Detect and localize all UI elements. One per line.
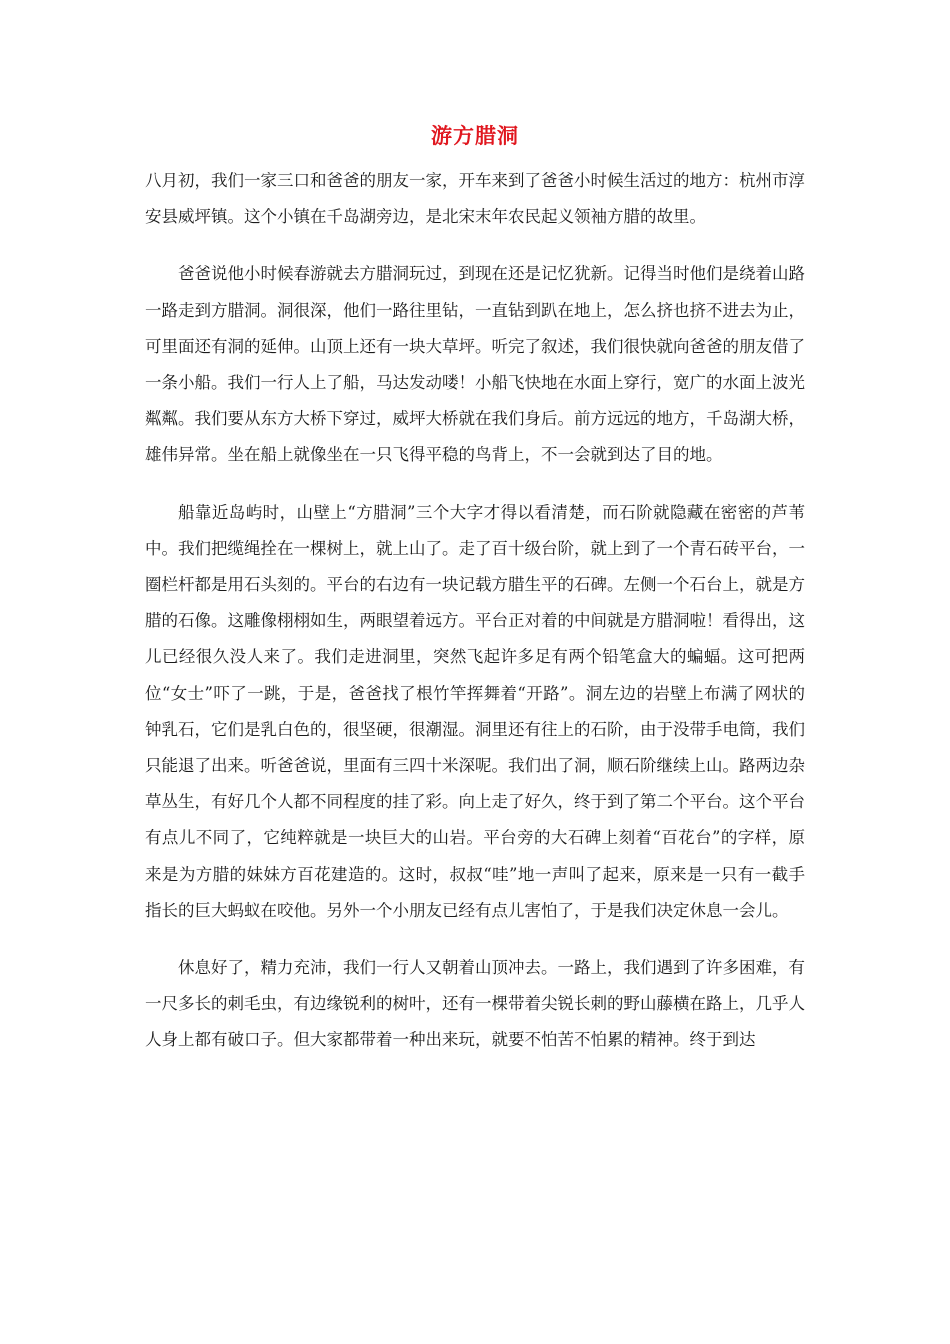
document-title: 游方腊洞 [431,123,519,148]
paragraph-1: 八月初，我们一家三口和爸爸的朋友一家，开车来到了爸爸小时候生活过的地方：杭州市淳安县威坪镇。这个小镇在千岛湖旁边，是北宋末年农民起义领袖方腊的故里。 [145,171,805,227]
paragraph-4: 休息好了，精力充沛，我们一行人又朝着山顶冲去。一路上，我们遇到了许多困难，有一尺多长的刺毛虫，有边缘锐利的树叶，还有一棵带着尖锐长刺的野山藤横在路上，几乎人人身上都有破口子。但大家都带着一种出来玩，就要不怕苦不怕累的精神。终于到达 [145,958,805,1050]
paragraph-2: 爸爸说他小时候春游就去方腊洞玩过，到现在还是记忆犹新。记得当时他们是绕着山路一路走到方腊洞。洞很深，他们一路往里钻，一直钻到趴在地上，怎么挤也挤不进去为止，可里面还有洞的延伸。山顶上还有一块大草坪。听完了叙述，我们很快就向爸爸的朋友借了一条小船。我们一行人上了船，马达发动喽！小船飞快地在水面上穿行，宽广的水面上波光粼粼。我们要从东方大桥下穿过，威坪大桥就在我们身后。前方远远的地方，千岛湖大桥，雄伟异常。坐在船上就像坐在一只飞得平稳的鸟背上，不一会就到达了目的地。 [145,264,805,465]
document-body [145,163,805,1059]
paragraph-3: 船靠近岛屿时，山壁上“方腊洞”三个大字才得以看清楚，而石阶就隐藏在密密的芦苇中。我们把缆绳拴在一棵树上，就上山了。走了百十级台阶，就上到了一个青石砖平台，一圈栏杆都是用石头刻的。平台的右边有一块记载方腊生平的石碑。左侧一个石台上，就是方腊的石像。这雕像栩栩如生，两眼望着远方。平台正对着的中间就是方腊洞啦！看得出，这儿已经很久没人来了。我们走进洞里，突然飞起许多足有两个铅笔盒大的蝙蝠。这可把两位“女士”吓了一跳，于是，爸爸找了根竹竿挥舞着“开路”。洞左边的岩壁上布满了网状的钟乳石，它们是乳白色的，很坚硬，很潮湿。洞里还有往上的石阶，由于没带手电筒，我们只能退了出来。听爸爸说，里面有三四十米深呢。我们出了洞，顺石阶继续上山。路两边杂草丛生，有好几个人都不同程度的挂了彩。向上走了好久，终于到了第二个平台。这个平台有点儿不同了，它纯粹就是一块巨大的山岩。平台旁的大石碑上刻着“百花台”的字样，原来是为方腊的妹妹方百花建造的。这时，叔叔“哇”地一声叫了起来，原来是一只有一截手指长的巨大蚂蚁在咬他。另外一个小朋友已经有点儿害怕了，于是我们决定休息一会儿。 [145,502,805,920]
